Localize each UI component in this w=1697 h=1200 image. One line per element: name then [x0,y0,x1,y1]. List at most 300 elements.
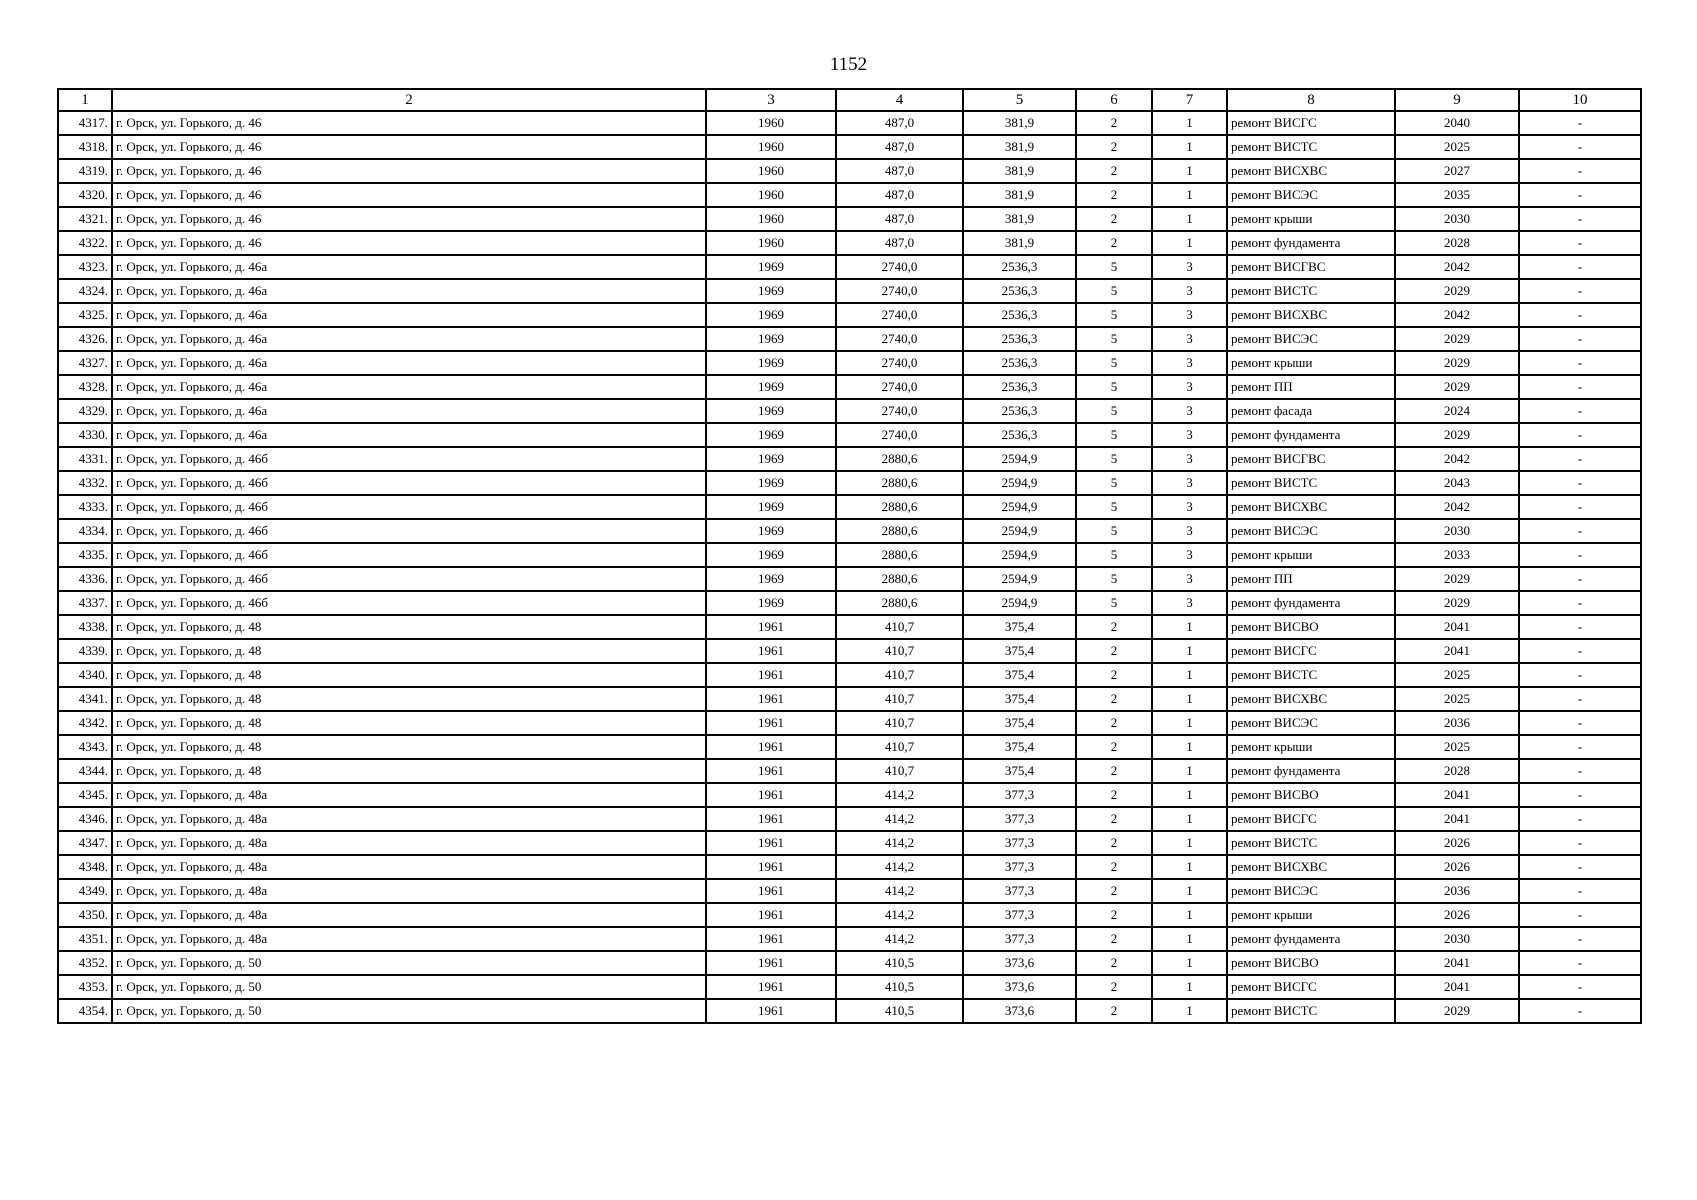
row-number: 4335. [58,543,112,567]
entrances-cell: 3 [1152,591,1227,615]
entrances-cell: 3 [1152,519,1227,543]
floors-cell: 5 [1076,375,1152,399]
living-area-cell: 2536,3 [963,279,1076,303]
row-number: 4354. [58,999,112,1023]
year-cell: 1969 [706,399,836,423]
floors-cell: 2 [1076,735,1152,759]
work-type-cell: ремонт фундамента [1227,591,1395,615]
address-cell: г. Орск, ул. Горького, д. 46 [112,111,706,135]
table-row [58,231,1641,255]
row-number: 4345. [58,783,112,807]
living-area-cell: 2594,9 [963,543,1076,567]
living-area-cell: 375,4 [963,711,1076,735]
note-cell: - [1519,351,1641,375]
work-type-cell: ремонт ВИСГС [1227,807,1395,831]
entrances-cell: 1 [1152,159,1227,183]
work-type-cell: ремонт фасада [1227,399,1395,423]
note-cell: - [1519,999,1641,1023]
living-area-cell: 377,3 [963,831,1076,855]
table-row [58,255,1641,279]
address-cell: г. Орск, ул. Горького, д. 46а [112,351,706,375]
entrances-cell: 3 [1152,255,1227,279]
total-area-cell: 414,2 [836,783,963,807]
total-area-cell: 2880,6 [836,447,963,471]
work-type-cell: ремонт ПП [1227,567,1395,591]
year-cell: 1969 [706,519,836,543]
column-header: 8 [1227,89,1395,111]
row-number: 4319. [58,159,112,183]
address-cell: г. Орск, ул. Горького, д. 46а [112,303,706,327]
living-area-cell: 375,4 [963,639,1076,663]
floors-cell: 5 [1076,303,1152,327]
work-type-cell: ремонт ВИСТС [1227,831,1395,855]
entrances-cell: 1 [1152,783,1227,807]
row-number: 4343. [58,735,112,759]
year-cell: 1969 [706,327,836,351]
total-area-cell: 414,2 [836,879,963,903]
total-area-cell: 487,0 [836,159,963,183]
total-area-cell: 2740,0 [836,399,963,423]
floors-cell: 5 [1076,447,1152,471]
address-cell: г. Орск, ул. Горького, д. 46б [112,591,706,615]
work-type-cell: ремонт фундамента [1227,759,1395,783]
entrances-cell: 1 [1152,927,1227,951]
year-cell: 1969 [706,495,836,519]
entrances-cell: 1 [1152,807,1227,831]
row-number: 4340. [58,663,112,687]
total-area-cell: 410,7 [836,687,963,711]
header-row [58,89,1641,111]
planned-year-cell: 2042 [1395,255,1519,279]
row-number: 4342. [58,711,112,735]
planned-year-cell: 2026 [1395,831,1519,855]
living-area-cell: 2536,3 [963,255,1076,279]
address-cell: г. Орск, ул. Горького, д. 50 [112,951,706,975]
living-area-cell: 2536,3 [963,375,1076,399]
planned-year-cell: 2041 [1395,951,1519,975]
table-row [58,879,1641,903]
floors-cell: 2 [1076,207,1152,231]
entrances-cell: 3 [1152,471,1227,495]
year-cell: 1969 [706,375,836,399]
planned-year-cell: 2025 [1395,735,1519,759]
work-type-cell: ремонт ВИСГС [1227,111,1395,135]
year-cell: 1969 [706,543,836,567]
work-type-cell: ремонт крыши [1227,903,1395,927]
table-row [58,135,1641,159]
planned-year-cell: 2026 [1395,855,1519,879]
note-cell: - [1519,783,1641,807]
year-cell: 1961 [706,975,836,999]
living-area-cell: 381,9 [963,207,1076,231]
address-cell: г. Орск, ул. Горького, д. 46 [112,231,706,255]
column-header: 2 [112,89,706,111]
row-number: 4317. [58,111,112,135]
total-area-cell: 414,2 [836,807,963,831]
note-cell: - [1519,663,1641,687]
entrances-cell: 1 [1152,207,1227,231]
row-number: 4351. [58,927,112,951]
total-area-cell: 2740,0 [836,375,963,399]
total-area-cell: 410,5 [836,999,963,1023]
total-area-cell: 2880,6 [836,591,963,615]
row-number: 4327. [58,351,112,375]
floors-cell: 2 [1076,111,1152,135]
address-cell: г. Орск, ул. Горького, д. 46б [112,447,706,471]
entrances-cell: 1 [1152,951,1227,975]
table-row [58,687,1641,711]
floors-cell: 5 [1076,327,1152,351]
address-cell: г. Орск, ул. Горького, д. 46 [112,135,706,159]
note-cell: - [1519,495,1641,519]
year-cell: 1961 [706,927,836,951]
work-type-cell: ремонт ПП [1227,375,1395,399]
address-cell: г. Орск, ул. Горького, д. 48а [112,783,706,807]
table-row [58,999,1641,1023]
work-type-cell: ремонт ВИСХВС [1227,159,1395,183]
row-number: 4346. [58,807,112,831]
year-cell: 1969 [706,279,836,303]
address-cell: г. Орск, ул. Горького, д. 48 [112,663,706,687]
year-cell: 1961 [706,831,836,855]
work-type-cell: ремонт ВИСХВС [1227,855,1395,879]
floors-cell: 5 [1076,543,1152,567]
year-cell: 1969 [706,351,836,375]
entrances-cell: 3 [1152,495,1227,519]
planned-year-cell: 2041 [1395,639,1519,663]
row-number: 4353. [58,975,112,999]
floors-cell: 2 [1076,783,1152,807]
table-row [58,951,1641,975]
entrances-cell: 1 [1152,711,1227,735]
planned-year-cell: 2042 [1395,447,1519,471]
row-number: 4347. [58,831,112,855]
address-cell: г. Орск, ул. Горького, д. 48а [112,807,706,831]
year-cell: 1961 [706,711,836,735]
address-cell: г. Орск, ул. Горького, д. 46б [112,495,706,519]
floors-cell: 5 [1076,399,1152,423]
column-header: 6 [1076,89,1152,111]
planned-year-cell: 2029 [1395,351,1519,375]
row-number: 4318. [58,135,112,159]
entrances-cell: 1 [1152,759,1227,783]
note-cell: - [1519,327,1641,351]
work-type-cell: ремонт ВИСЭС [1227,519,1395,543]
column-header: 9 [1395,89,1519,111]
note-cell: - [1519,591,1641,615]
year-cell: 1969 [706,471,836,495]
year-cell: 1961 [706,999,836,1023]
address-cell: г. Орск, ул. Горького, д. 48 [112,735,706,759]
living-area-cell: 381,9 [963,159,1076,183]
total-area-cell: 487,0 [836,111,963,135]
floors-cell: 5 [1076,591,1152,615]
planned-year-cell: 2027 [1395,159,1519,183]
work-type-cell: ремонт ВИСЭС [1227,183,1395,207]
work-type-cell: ремонт ВИСТС [1227,135,1395,159]
address-cell: г. Орск, ул. Горького, д. 46а [112,399,706,423]
planned-year-cell: 2041 [1395,615,1519,639]
living-area-cell: 2594,9 [963,471,1076,495]
floors-cell: 2 [1076,231,1152,255]
note-cell: - [1519,519,1641,543]
floors-cell: 5 [1076,495,1152,519]
note-cell: - [1519,399,1641,423]
total-area-cell: 487,0 [836,135,963,159]
row-number: 4341. [58,687,112,711]
planned-year-cell: 2025 [1395,663,1519,687]
work-type-cell: ремонт ВИСГС [1227,975,1395,999]
total-area-cell: 2880,6 [836,519,963,543]
work-type-cell: ремонт ВИСГВС [1227,447,1395,471]
table-row [58,927,1641,951]
row-number: 4324. [58,279,112,303]
total-area-cell: 487,0 [836,207,963,231]
work-type-cell: ремонт ВИСЭС [1227,327,1395,351]
table-row [58,279,1641,303]
planned-year-cell: 2029 [1395,279,1519,303]
living-area-cell: 2594,9 [963,591,1076,615]
address-cell: г. Орск, ул. Горького, д. 48 [112,687,706,711]
floors-cell: 2 [1076,663,1152,687]
total-area-cell: 414,2 [836,927,963,951]
living-area-cell: 375,4 [963,735,1076,759]
planned-year-cell: 2041 [1395,807,1519,831]
entrances-cell: 1 [1152,831,1227,855]
year-cell: 1961 [706,903,836,927]
floors-cell: 2 [1076,975,1152,999]
row-number: 4329. [58,399,112,423]
note-cell: - [1519,807,1641,831]
address-cell: г. Орск, ул. Горького, д. 46 [112,159,706,183]
row-number: 4352. [58,951,112,975]
work-type-cell: ремонт ВИСТС [1227,663,1395,687]
address-cell: г. Орск, ул. Горького, д. 46 [112,207,706,231]
living-area-cell: 2536,3 [963,423,1076,447]
row-number: 4331. [58,447,112,471]
address-cell: г. Орск, ул. Горького, д. 46 [112,183,706,207]
floors-cell: 5 [1076,567,1152,591]
row-number: 4332. [58,471,112,495]
entrances-cell: 1 [1152,615,1227,639]
floors-cell: 5 [1076,519,1152,543]
total-area-cell: 410,7 [836,735,963,759]
row-number: 4321. [58,207,112,231]
table-row [58,591,1641,615]
entrances-cell: 1 [1152,687,1227,711]
work-type-cell: ремонт ВИСХВС [1227,495,1395,519]
total-area-cell: 2740,0 [836,255,963,279]
table-row [58,399,1641,423]
note-cell: - [1519,111,1641,135]
floors-cell: 5 [1076,255,1152,279]
row-number: 4322. [58,231,112,255]
planned-year-cell: 2043 [1395,471,1519,495]
table-row [58,975,1641,999]
table-body [58,111,1641,1023]
total-area-cell: 487,0 [836,183,963,207]
note-cell: - [1519,711,1641,735]
planned-year-cell: 2029 [1395,375,1519,399]
entrances-cell: 3 [1152,351,1227,375]
row-number: 4333. [58,495,112,519]
row-number: 4339. [58,639,112,663]
living-area-cell: 2594,9 [963,447,1076,471]
note-cell: - [1519,951,1641,975]
planned-year-cell: 2026 [1395,903,1519,927]
address-cell: г. Орск, ул. Горького, д. 48а [112,831,706,855]
note-cell: - [1519,303,1641,327]
note-cell: - [1519,687,1641,711]
living-area-cell: 377,3 [963,855,1076,879]
year-cell: 1961 [706,855,836,879]
note-cell: - [1519,567,1641,591]
entrances-cell: 1 [1152,879,1227,903]
year-cell: 1961 [706,687,836,711]
total-area-cell: 2880,6 [836,567,963,591]
address-cell: г. Орск, ул. Горького, д. 46б [112,543,706,567]
work-type-cell: ремонт ВИСГС [1227,639,1395,663]
address-cell: г. Орск, ул. Горького, д. 48а [112,927,706,951]
column-header: 4 [836,89,963,111]
entrances-cell: 1 [1152,135,1227,159]
note-cell: - [1519,231,1641,255]
floors-cell: 2 [1076,855,1152,879]
address-cell: г. Орск, ул. Горького, д. 50 [112,975,706,999]
living-area-cell: 375,4 [963,615,1076,639]
entrances-cell: 3 [1152,423,1227,447]
total-area-cell: 2880,6 [836,495,963,519]
note-cell: - [1519,375,1641,399]
year-cell: 1960 [706,207,836,231]
table-row [58,303,1641,327]
floors-cell: 2 [1076,999,1152,1023]
note-cell: - [1519,975,1641,999]
total-area-cell: 2740,0 [836,327,963,351]
entrances-cell: 1 [1152,855,1227,879]
table-row [58,519,1641,543]
living-area-cell: 377,3 [963,879,1076,903]
planned-year-cell: 2024 [1395,399,1519,423]
column-header: 10 [1519,89,1641,111]
work-type-cell: ремонт фундамента [1227,423,1395,447]
row-number: 4330. [58,423,112,447]
address-cell: г. Орск, ул. Горького, д. 48 [112,711,706,735]
note-cell: - [1519,423,1641,447]
note-cell: - [1519,255,1641,279]
table-row [58,111,1641,135]
address-cell: г. Орск, ул. Горького, д. 48а [112,879,706,903]
note-cell: - [1519,831,1641,855]
total-area-cell: 487,0 [836,231,963,255]
address-cell: г. Орск, ул. Горького, д. 46б [112,519,706,543]
work-type-cell: ремонт ВИСХВС [1227,687,1395,711]
note-cell: - [1519,471,1641,495]
planned-year-cell: 2040 [1395,111,1519,135]
table-row [58,327,1641,351]
total-area-cell: 414,2 [836,855,963,879]
table-row [58,375,1641,399]
table-row [58,183,1641,207]
note-cell: - [1519,543,1641,567]
work-type-cell: ремонт ВИСТС [1227,279,1395,303]
row-number: 4328. [58,375,112,399]
planned-year-cell: 2042 [1395,303,1519,327]
living-area-cell: 377,3 [963,903,1076,927]
floors-cell: 5 [1076,423,1152,447]
floors-cell: 2 [1076,927,1152,951]
address-cell: г. Орск, ул. Горького, д. 46а [112,327,706,351]
address-cell: г. Орск, ул. Горького, д. 46а [112,375,706,399]
row-number: 4344. [58,759,112,783]
note-cell: - [1519,855,1641,879]
year-cell: 1961 [706,735,836,759]
entrances-cell: 3 [1152,399,1227,423]
year-cell: 1960 [706,183,836,207]
column-header: 3 [706,89,836,111]
register-table [57,88,1642,1024]
total-area-cell: 410,7 [836,615,963,639]
living-area-cell: 381,9 [963,231,1076,255]
work-type-cell: ремонт ВИСЭС [1227,711,1395,735]
total-area-cell: 410,5 [836,975,963,999]
row-number: 4349. [58,879,112,903]
entrances-cell: 1 [1152,735,1227,759]
note-cell: - [1519,615,1641,639]
total-area-cell: 2740,0 [836,279,963,303]
address-cell: г. Орск, ул. Горького, д. 46а [112,255,706,279]
planned-year-cell: 2025 [1395,135,1519,159]
floors-cell: 2 [1076,711,1152,735]
work-type-cell: ремонт ВИСВО [1227,783,1395,807]
table-row [58,855,1641,879]
work-type-cell: ремонт крыши [1227,207,1395,231]
planned-year-cell: 2042 [1395,495,1519,519]
column-header: 1 [58,89,112,111]
note-cell: - [1519,159,1641,183]
table-row [58,159,1641,183]
row-number: 4350. [58,903,112,927]
total-area-cell: 414,2 [836,903,963,927]
year-cell: 1961 [706,639,836,663]
entrances-cell: 1 [1152,903,1227,927]
floors-cell: 2 [1076,159,1152,183]
planned-year-cell: 2028 [1395,759,1519,783]
floors-cell: 2 [1076,687,1152,711]
floors-cell: 2 [1076,879,1152,903]
column-header: 7 [1152,89,1227,111]
entrances-cell: 3 [1152,279,1227,303]
planned-year-cell: 2041 [1395,975,1519,999]
note-cell: - [1519,135,1641,159]
floors-cell: 2 [1076,135,1152,159]
year-cell: 1969 [706,447,836,471]
entrances-cell: 1 [1152,663,1227,687]
entrances-cell: 3 [1152,447,1227,471]
note-cell: - [1519,279,1641,303]
total-area-cell: 410,7 [836,759,963,783]
year-cell: 1961 [706,951,836,975]
planned-year-cell: 2030 [1395,519,1519,543]
living-area-cell: 377,3 [963,807,1076,831]
total-area-cell: 410,7 [836,663,963,687]
entrances-cell: 1 [1152,231,1227,255]
row-number: 4325. [58,303,112,327]
entrances-cell: 1 [1152,639,1227,663]
planned-year-cell: 2041 [1395,783,1519,807]
living-area-cell: 373,6 [963,975,1076,999]
planned-year-cell: 2029 [1395,423,1519,447]
